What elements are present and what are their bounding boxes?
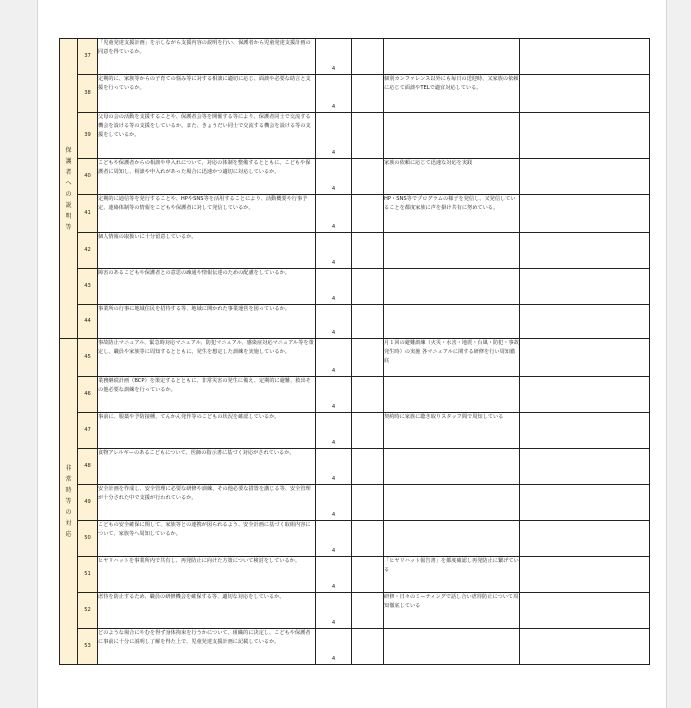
empty-cell (520, 159, 650, 195)
row-number: 47 (78, 413, 98, 449)
note-text (384, 269, 520, 305)
item-text: 「児童発達支援計画」を示しながら支援内容の説明を行い、保護者から児童発達支援計画の同意を得ているか。 (98, 39, 316, 75)
item-text: 障害のあるこどもや保護者との意思の疎通や情報伝達のための配慮をしているか。 (98, 269, 316, 305)
item-text: 事故防止マニュアル、緊急時対応マニュアル、防犯マニュアル、感染症対応マニュアル等を策定し、職員や家族等に周知するとともに、発生を想定した訓練を実施しているか。 (98, 339, 316, 377)
item-text: ヒヤリハットを事業所内で共有し、再発防止に向けた方策について検討をしているか。 (98, 557, 316, 593)
note-text (384, 521, 520, 557)
row-number: 43 (78, 269, 98, 305)
row-number: 53 (78, 629, 98, 665)
note-text (384, 485, 520, 521)
table-row (60, 629, 650, 665)
empty-cell (520, 557, 650, 593)
note-text (384, 113, 520, 159)
empty-cell (520, 593, 650, 629)
empty-cell (520, 305, 650, 339)
row-number: 49 (78, 485, 98, 521)
empty-cell (352, 521, 384, 557)
item-text: 安全計画を作成し、安全管理に必要な研修や訓練、その他必要な措置を講じる等、安全管理が十分された中で支援が行われているか。 (98, 485, 316, 521)
empty-cell (520, 339, 650, 377)
row-number: 42 (78, 233, 98, 269)
score-value: 4 (316, 269, 352, 305)
table-row (60, 195, 650, 233)
table-row (60, 413, 650, 449)
row-number: 39 (78, 113, 98, 159)
note-text (384, 305, 520, 339)
empty-cell (520, 485, 650, 521)
empty-cell (520, 449, 650, 485)
table-row (60, 233, 650, 269)
score-value: 4 (316, 233, 352, 269)
row-number: 45 (78, 339, 98, 377)
score-value: 4 (316, 377, 352, 413)
score-value: 4 (316, 195, 352, 233)
empty-cell (352, 75, 384, 113)
item-text: 事前に、服薬や予防接種、てんかん発作等のこどもの状況を確認しているか。 (98, 413, 316, 449)
empty-cell (352, 39, 384, 75)
empty-cell (520, 39, 650, 75)
row-number: 52 (78, 593, 98, 629)
empty-cell (352, 485, 384, 521)
empty-cell (352, 339, 384, 377)
table-row (60, 159, 650, 195)
score-value: 4 (316, 305, 352, 339)
empty-cell (352, 593, 384, 629)
empty-cell (520, 233, 650, 269)
score-value: 4 (316, 629, 352, 665)
score-value: 4 (316, 593, 352, 629)
score-value: 4 (316, 159, 352, 195)
note-text: 個別カンファレンス以外にも毎日の送迎時、又家族の依頼に応じて面談やTELで適宜対応している。 (384, 75, 520, 113)
table-row (60, 485, 650, 521)
table-row (60, 593, 650, 629)
row-number: 48 (78, 449, 98, 485)
empty-cell (352, 557, 384, 593)
empty-cell (352, 377, 384, 413)
row-number: 41 (78, 195, 98, 233)
item-text: 個人情報の取扱いに十分留意しているか。 (98, 233, 316, 269)
table-row (60, 305, 650, 339)
table-row (60, 449, 650, 485)
score-value: 4 (316, 557, 352, 593)
row-number: 46 (78, 377, 98, 413)
note-text (384, 449, 520, 485)
empty-cell (520, 377, 650, 413)
row-number: 51 (78, 557, 98, 593)
table-row (60, 377, 650, 413)
empty-cell (520, 195, 650, 233)
empty-cell (352, 629, 384, 665)
empty-cell (520, 413, 650, 449)
empty-cell (520, 521, 650, 557)
note-text (384, 629, 520, 665)
item-text: こどもや保護者からの相談や申入れについて、対応の体制を整備するとともに、こどもや保護者に周知し、相談や申入れがあった場合に迅速かつ適切に対応しているか。 (98, 159, 316, 195)
category-label: 保護者への説明等 (65, 146, 72, 231)
category-label: 非常時等の対応 (65, 465, 72, 538)
note-text: 月１回の避難訓練（火災・水害・地震・台風・防犯・事故発生時）の実施 各マニュアルに関する研修を行い周知徹底 (384, 339, 520, 377)
empty-cell (520, 629, 650, 665)
empty-cell (352, 159, 384, 195)
note-text (384, 233, 520, 269)
empty-cell (352, 449, 384, 485)
item-text: 事業所の行事に地域住民を招待する等、地域に開かれた事業運営を図っているか。 (98, 305, 316, 339)
empty-cell (352, 413, 384, 449)
item-text: 食物アレルギーのあるこどもについて、医師の指示書に基づく対応がされているか。 (98, 449, 316, 485)
note-text: 家族の依頼に応じて迅速な対応を実践 (384, 159, 520, 195)
empty-cell (352, 195, 384, 233)
score-value: 4 (316, 113, 352, 159)
table-row (60, 113, 650, 159)
item-text: 父母の会の活動を支援することや、保護者会等を開催する等により、保護者同士で交流する機会を設ける等の支援をしているか。また、きょうだい同士で交流する機会を設ける等の支援をしているか。 (98, 113, 316, 159)
table-row (60, 75, 650, 113)
table-row (60, 339, 650, 377)
item-text: こどもの安全確保に関して、家族等との連携が図られるよう、安全計画に基づく取組内容について、家族等へ周知しているか。 (98, 521, 316, 557)
score-value: 4 (316, 485, 352, 521)
row-number: 38 (78, 75, 98, 113)
row-number: 50 (78, 521, 98, 557)
empty-cell (520, 113, 650, 159)
item-text: どのような場合にやむを得ず身体拘束を行うかについて、組織的に決定し、こどもや保護者に事前に十分に説明し了解を得た上で、児童発達支援計画に記載しているか。 (98, 629, 316, 665)
empty-cell (352, 113, 384, 159)
empty-cell (520, 75, 650, 113)
item-text: 定期的に、家族等からの子育ての悩み等に対する相談に適切に応じ、面談や必要な助言と支援を行っているか。 (98, 75, 316, 113)
row-number: 40 (78, 159, 98, 195)
note-text (384, 39, 520, 75)
score-value: 4 (316, 75, 352, 113)
table-row (60, 521, 650, 557)
empty-cell (352, 305, 384, 339)
note-text (384, 377, 520, 413)
note-text: 「ヒヤリハット報告書」を都度確認し再発防止に繋げている (384, 557, 520, 593)
note-text: HP・SNS等でプログラムの様子を発信し、又発信していることを都度家族に声を掛け共有に努めている。 (384, 195, 520, 233)
score-value: 4 (316, 521, 352, 557)
document-page (37, 0, 667, 708)
row-number: 37 (78, 39, 98, 75)
category-cell (60, 39, 78, 339)
table-row (60, 557, 650, 593)
note-text: 研修・日々のミーティングで話し合い虐待防止について周知徹底している (384, 593, 520, 629)
table-row (60, 269, 650, 305)
note-text: 契約時に家族に聴き取りスタッフ間で周知している (384, 413, 520, 449)
item-text: 定期的に通信等を発行することや、HPやSNS等を活用することにより、活動概要や行事予定、連絡体制等の情報をこどもや保護者に対して発信しているか。 (98, 195, 316, 233)
score-value: 4 (316, 39, 352, 75)
score-value: 4 (316, 339, 352, 377)
evaluation-table (59, 38, 650, 665)
score-value: 4 (316, 413, 352, 449)
empty-cell (352, 269, 384, 305)
score-value: 4 (316, 449, 352, 485)
table-row (60, 39, 650, 75)
item-text: 虐待を防止するため、職員の研修機会を確保する等、適切な対応をしているか。 (98, 593, 316, 629)
row-number: 44 (78, 305, 98, 339)
empty-cell (520, 269, 650, 305)
item-text: 業務継続計画（BCP）を策定するとともに、非常災害の発生に備え、定期的に避難、救出その他必要な訓練を行っているか。 (98, 377, 316, 413)
empty-cell (352, 233, 384, 269)
category-cell (60, 339, 78, 665)
